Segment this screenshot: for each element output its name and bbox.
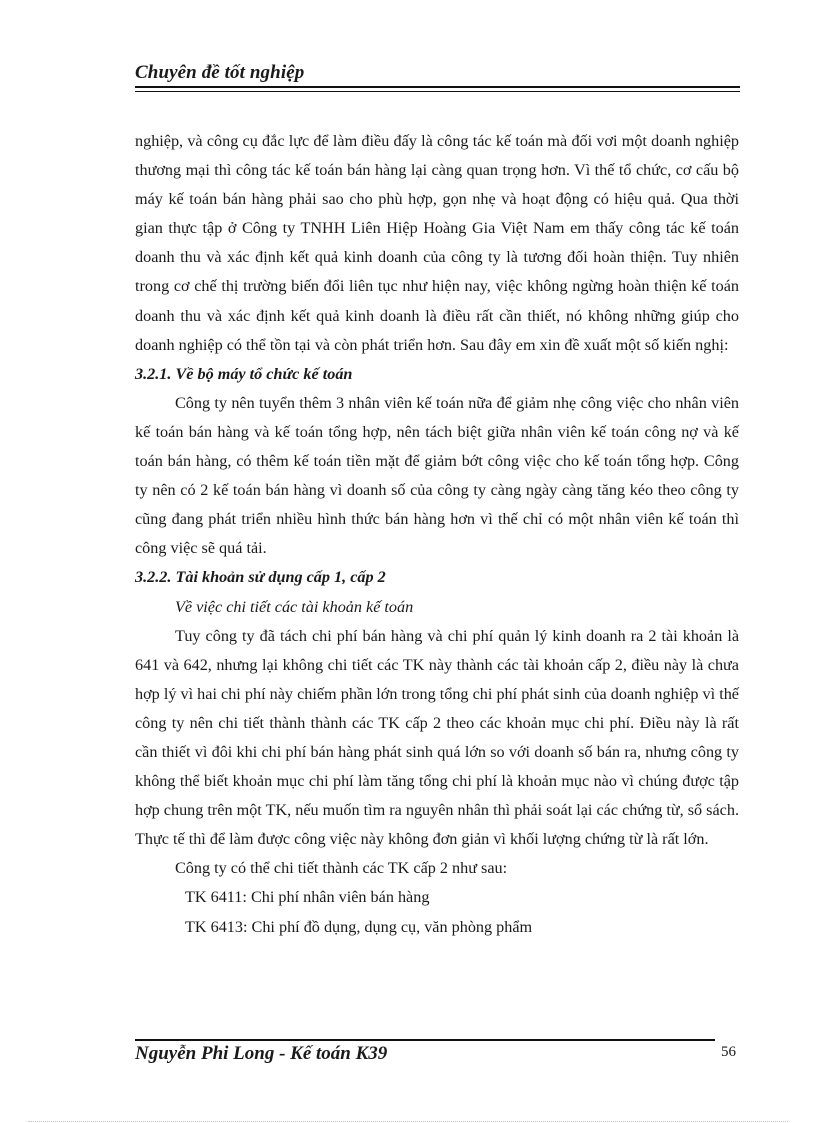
section-322-paragraph: Tuy công ty đã tách chi phí bán hàng và chi phí quản lý kinh doanh ra 2 tài khoản là 641 và 642, nhưng lại không chi tiết các TK này thành các tài khoản cấp 2, điều này là chưa hợp lý vì hai chi phí này chiếm phần lớn trong tổng chi phí phát sinh của doanh nghiệp vì thế công ty nên chi tiết thành thành các TK cấp 2 theo các khoản mục chi phí. Điều này là rất cần thiết vì đôi khi chi phí bán hàng phát sinh quá lớn so với doanh số bán ra, nhưng công ty không thể biết khoản mục chi phí làm tăng tổng chi phí là khoản mục nào vì chúng được tập hợp chung trên một TK, nếu muốn tìm ra nguyên nhân thì phải soát lại các chứng từ, sổ sách. Thực tế thì để làm được công việc này không đơn giản vì khối lượng chứng từ là rất lớn. — [135, 626, 739, 849]
page-number: 56 — [721, 1044, 736, 1060]
account-item: TK 6411: Chi phí nhân viên bán hàng — [185, 888, 430, 907]
section-322-heading: 3.2.2. Tài khoản sử dụng cấp 1, cấp 2 — [135, 568, 386, 587]
section-322-subheading: Về việc chi tiết các tài khoản kế toán — [175, 597, 414, 616]
document-body — [135, 127, 739, 942]
footer-author: Nguyễn Phi Long - Kế toán K39 — [135, 1043, 388, 1064]
header-rule-thin — [135, 91, 740, 92]
account-item: TK 6413: Chi phí đồ dụng, dụng cụ, văn phòng phẩm — [185, 917, 533, 936]
header-rule-thick — [135, 86, 740, 88]
accounts-intro: Công ty có thể chi tiết thành các TK cấp 2 như sau: — [175, 859, 508, 878]
footer-rule — [135, 1039, 715, 1041]
page-edge-divider — [28, 1121, 788, 1122]
section-321-heading: 3.2.1. Về bộ máy tổ chức kế toán — [135, 364, 353, 383]
section-321-paragraph: Công ty nên tuyển thêm 3 nhân viên kế toán nữa để giảm nhẹ công việc cho nhân viên kế toán bán hàng và kế toán tổng hợp, nên tách biệt giữa nhân viên kế toán công nợ và kế toán bán hàng, có thêm kế toán tiền mặt để giảm bớt công việc cho kế toán tổng hợp. Công ty nên có 2 kế toán bán hàng vì doanh số của công ty càng ngày càng tăng kéo theo công ty cũng đang phát triển nhiều hình thức bán hàng hơn vì thế chỉ có một nhân viên kế toán thì công việc sẽ quá tải. — [135, 393, 739, 558]
header-title: Chuyên đề tốt nghiệp — [135, 62, 305, 83]
intro-paragraph: nghiệp, và công cụ đắc lực để làm điều đấy là công tác kế toán mà đối vơi một doanh nghiệp thương mại thì công tác kế toán bán hàng lại càng quan trọng hơn. Vì thế tổ chức, cơ cấu bộ máy kế toán bán hàng phải sao cho phù hợp, gọn nhẹ và hoạt động có hiệu quả. Qua thời gian thực tập ở Công ty TNHH Liên Hiệp Hoàng Gia Việt Nam em thấy công tác kế toán doanh thu và xác định kết quả kinh doanh của công ty là tương đối hoàn thiện. Tuy nhiên trong cơ chế thị trường biến đổi liên tục như hiện nay, việc không ngừng hoàn thiện kế toán doanh thu và xác định kết quả kinh doanh là điều rất cần thiết, nó không những giúp cho doanh nghiệp có thể tồn tại và còn phát triển hơn. Sau đây em xin đề xuất một số kiến nghị: — [135, 132, 739, 354]
